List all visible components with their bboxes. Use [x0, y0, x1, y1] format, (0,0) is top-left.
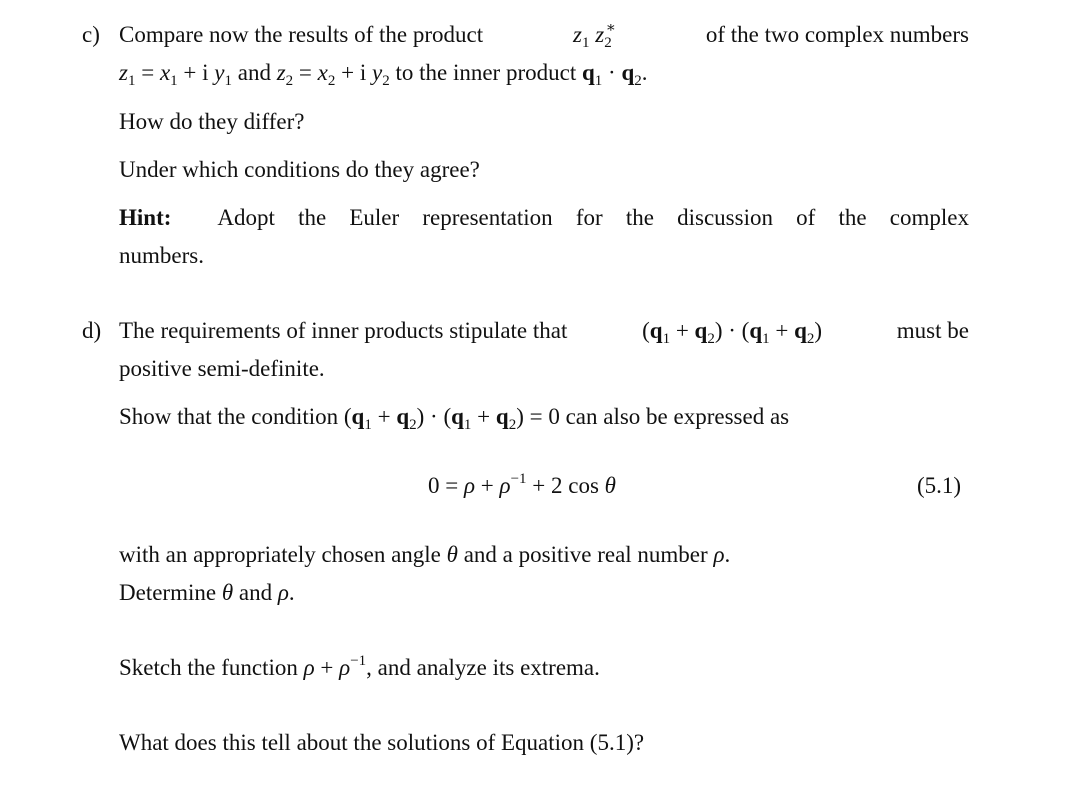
part-c-label: c)	[82, 22, 100, 47]
equation-number: (5.1)	[917, 473, 962, 498]
hint-text-continued: numbers.	[119, 243, 204, 268]
z1-definition: $z_1 = x_1 + i$ $y_1$	[119, 60, 232, 89]
part-c-line2-text-a: and	[237, 60, 271, 85]
product-z1-z2conj: $z_1$ $z_2^∗$	[573, 20, 616, 51]
determine-text-a: Determine	[119, 580, 217, 605]
with-text-a: with an appropriately chosen angle	[119, 542, 441, 567]
sketch-text-b: , and analyze its extrema.	[366, 655, 600, 680]
theta-symbol: θ	[446, 542, 458, 567]
show-text-a: Show that the condition	[119, 404, 339, 429]
with-angle-line	[119, 540, 730, 570]
sketch-line	[119, 653, 600, 683]
part-c-line-1	[119, 20, 969, 50]
show-text-b: can also be expressed as	[565, 404, 790, 429]
with-text-c: .	[724, 542, 731, 567]
question-differ: How do they differ?	[119, 109, 305, 134]
part-c-line2-text-b: to the inner product	[395, 60, 577, 85]
z2-definition: $z_2 = x_2 + i$ $y_2$	[276, 60, 390, 89]
part-d-label: d)	[82, 318, 102, 343]
hint-text: Adopt the Euler representation for the discussion of the complex	[217, 205, 969, 230]
part-d-line1-text-b: must be	[896, 318, 969, 343]
sketch-text-a: Sketch the function	[119, 655, 298, 680]
part-c-line1-text-b: of the two complex numbers	[705, 22, 969, 47]
question-agree: Under which conditions do they agree?	[119, 157, 480, 182]
hint-line	[119, 203, 969, 233]
hint-label: Hint:	[119, 205, 172, 230]
part-d-line-1	[119, 316, 969, 346]
part-d-line1-text-a: The requirements of inner products stipulate that	[119, 318, 568, 343]
inner-product-sum: $(q_1 + q_2) \cdot (q_1 + q_2)$	[642, 318, 823, 347]
final-question: What does this tell about the solutions of Equation (5.1)?	[119, 730, 645, 755]
determine-line	[119, 578, 295, 608]
part-c-line1-text-a: Compare now the results of the product	[119, 22, 484, 47]
inner-product-q1-q2: $q_1 \cdot q_2$.	[581, 60, 648, 89]
theta-symbol-2: θ	[221, 580, 234, 605]
condition-equation: $(q_1 + q_2) \cdot (q_1 + q_2) = 0$	[343, 404, 560, 433]
determine-text-b: and	[238, 580, 273, 605]
with-text-b: and a positive real number	[463, 542, 708, 567]
function-expression: $\rho + \rho^{-1}$	[303, 653, 367, 680]
show-condition-line	[119, 402, 789, 432]
rho-symbol: ρ	[713, 542, 725, 567]
part-c-line-2	[119, 58, 648, 88]
equation-5-1: $0 = \rho + \rho^{-1} + 2$ cos θ	[428, 471, 616, 498]
determine-text-c: .	[288, 580, 295, 605]
rho-symbol-2: ρ	[277, 580, 289, 605]
part-d-line-2: positive semi-definite.	[119, 356, 325, 381]
